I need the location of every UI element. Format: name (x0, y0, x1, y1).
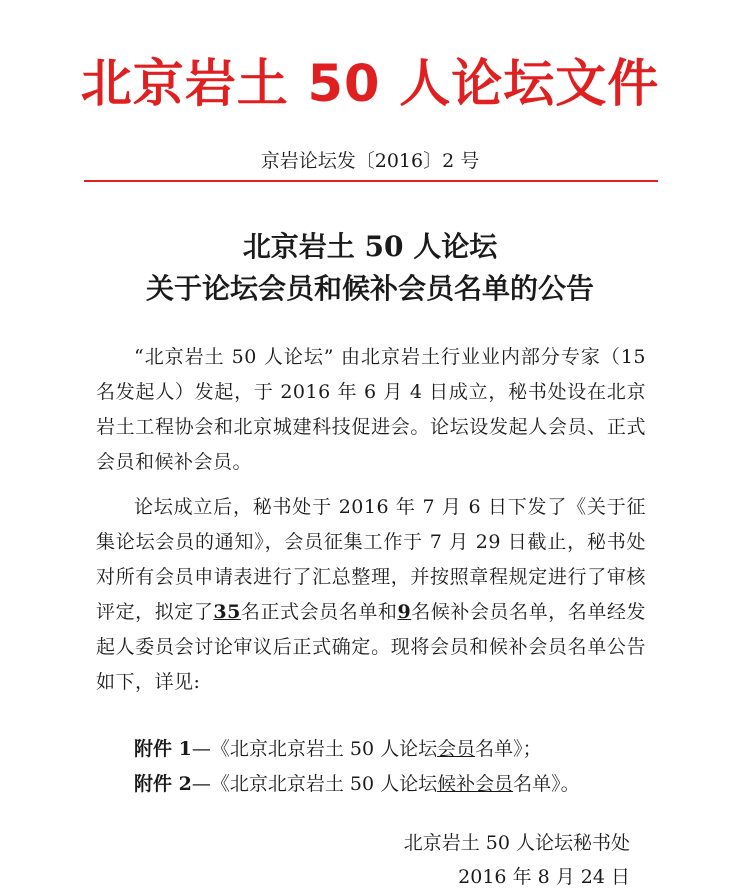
title-line-2: 关于论坛会员和候补会员名单的公告 (145, 272, 594, 305)
attachment-1[interactable] (134, 732, 674, 767)
title-line-1: 北京岩土 50 人论坛 (242, 230, 498, 263)
attachment-2-suffix: 名单》。 (513, 773, 580, 795)
announcement-body (96, 340, 646, 710)
attachment-1-label: 附件 1 (134, 738, 192, 760)
attachment-2-underlined: 候补会员 (437, 773, 514, 795)
candidate-member-count: 9 (397, 601, 412, 623)
paragraph-1: “北京岩土 50 人论坛” 由北京岩土行业业内部分专家（15 名发起人）发起，于 2016 年 6 月 4 日成立，秘书处设在北京岩土工程协会和北京城建科技促进会。论坛设发起人会员、正式会员和候补会员。 (96, 346, 646, 473)
attachment-2[interactable] (134, 767, 674, 802)
document-number: 京岩论坛发〔2016〕2 号 (260, 150, 480, 172)
formal-member-count: 35 (213, 601, 241, 623)
attachment-1-suffix: 名单》； (475, 738, 542, 760)
signature-block (0, 826, 630, 894)
attachments-list (134, 732, 674, 802)
document-header-title: 北京岩土 50 人论坛文件 (80, 55, 660, 114)
announcement-title (0, 226, 740, 310)
signature-org: 北京岩土 50 人论坛秘书处 (403, 832, 630, 854)
attachment-1-prefix: —《北京北京岩土 50 人论坛 (191, 738, 438, 760)
header-divider (84, 180, 658, 182)
attachment-1-underlined: 会员 (437, 738, 476, 760)
signature-date: 2016 年 8 月 24 日 (458, 866, 630, 888)
paragraph-2-part-c: 名候补会员名单，名单经发起人委员会讨论审议后正式确定。现将会员和候补会员名单公告如下，详见: (96, 601, 646, 693)
paragraph-2-part-a: 论坛成立后，秘书处于 2016 年 7 月 6 日下发了《关于征集论坛会员的通知》，会员征集工作于 7 月 29 日截止，秘书处对所有会员申请表进行了汇总整理，并按照章程规定进行了审核评定，拟定了 (96, 496, 646, 623)
attachment-2-prefix: —《北京北京岩土 50 人论坛 (191, 773, 438, 795)
paragraph-2 (96, 490, 646, 700)
attachment-2-label: 附件 2 (134, 773, 192, 795)
paragraph-2-part-b: 名正式会员名单和 (240, 601, 398, 623)
